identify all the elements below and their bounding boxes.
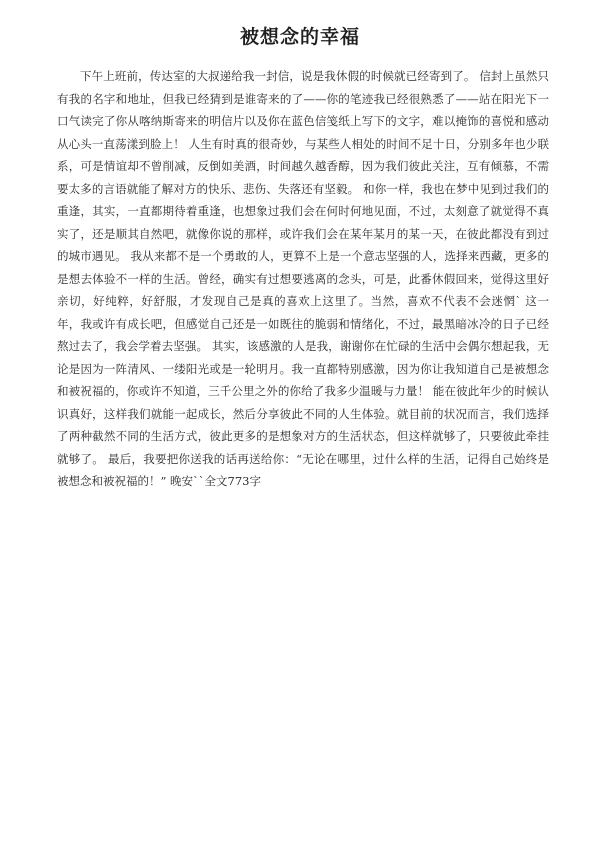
document-body: 下午上班前，传达室的大叔递给我一封信，说是我休假的时候就已经寄到了。 信封上虽然只有我的名字和地址，但我已经猜到是谁寄来的了——你的笔迹我已经很熟悉了——站在阳光下一口气读完了你从喀纳斯寄来的明信片以及你在蓝色信笺纸上写下的文字，难以掩饰的喜悦和感动从心头一直荡漾到脸上！ 人生有时真的很奇妙，与某些人相处的时间不足十日，分别多年也少联系，可是情谊却不曾削减，反倒如美酒，时间越久越香醇，因为我们彼此关注，互有倾慕，不需要太多的言语就能了解对方的快乐、悲伤、失落还有坚毅。 和你一样，我也在梦中见到过我们的重逢，其实，一直都期待着重逢，也想象过我们会在何时何地见面，不过，太刻意了就觉得不真实了，还是顺其自然吧，就像你说的那样，或许我们会在某年某月的某一天，在彼此都没有到过的城市遇见。 我从来都不是一个勇敢的人，更算不上是一个意志坚强的人，选择来西藏，更多的是想去体验不一样的生活。曾经，确实有过想要逃离的念头，可是，此番休假回来，觉得这里好亲切，好纯粹，好舒服，才发现自己是真的喜欢上这里了。当然，喜欢不代表不会迷惘` 这一年，我或许有成长吧，但感觉自己还是一如既往的脆弱和情绪化，不过，最黑暗冰冷的日子已经熬过去了，我会学着去坚强。 其实，该感激的人是我，谢谢你在忙碌的生活中会偶尔想起我，无论是因为一阵清风、一缕阳光或是一轮明月。我一直都特别感激，因为你让我知道自己是被想念和被祝福的，你或许不知道，三千公里之外的你给了我多少温暖与力量！ 能在彼此年少的时候认识真好，这样我们就能一起成长，然后分享彼此不同的人生体验。就目前的状况而言，我们选择了两种截然不同的生活方式，彼此更多的是想象对方的生活状态，但这样就够了，只要彼此牵挂就够了。 最后，我要把你送我的话再送给你：“无论在哪里，过什么样的生活，记得自己始终是被想念和被祝福的！” 晚安``全文773字 <box>57 69 549 488</box>
document-title: 被想念的幸福 <box>239 26 360 48</box>
